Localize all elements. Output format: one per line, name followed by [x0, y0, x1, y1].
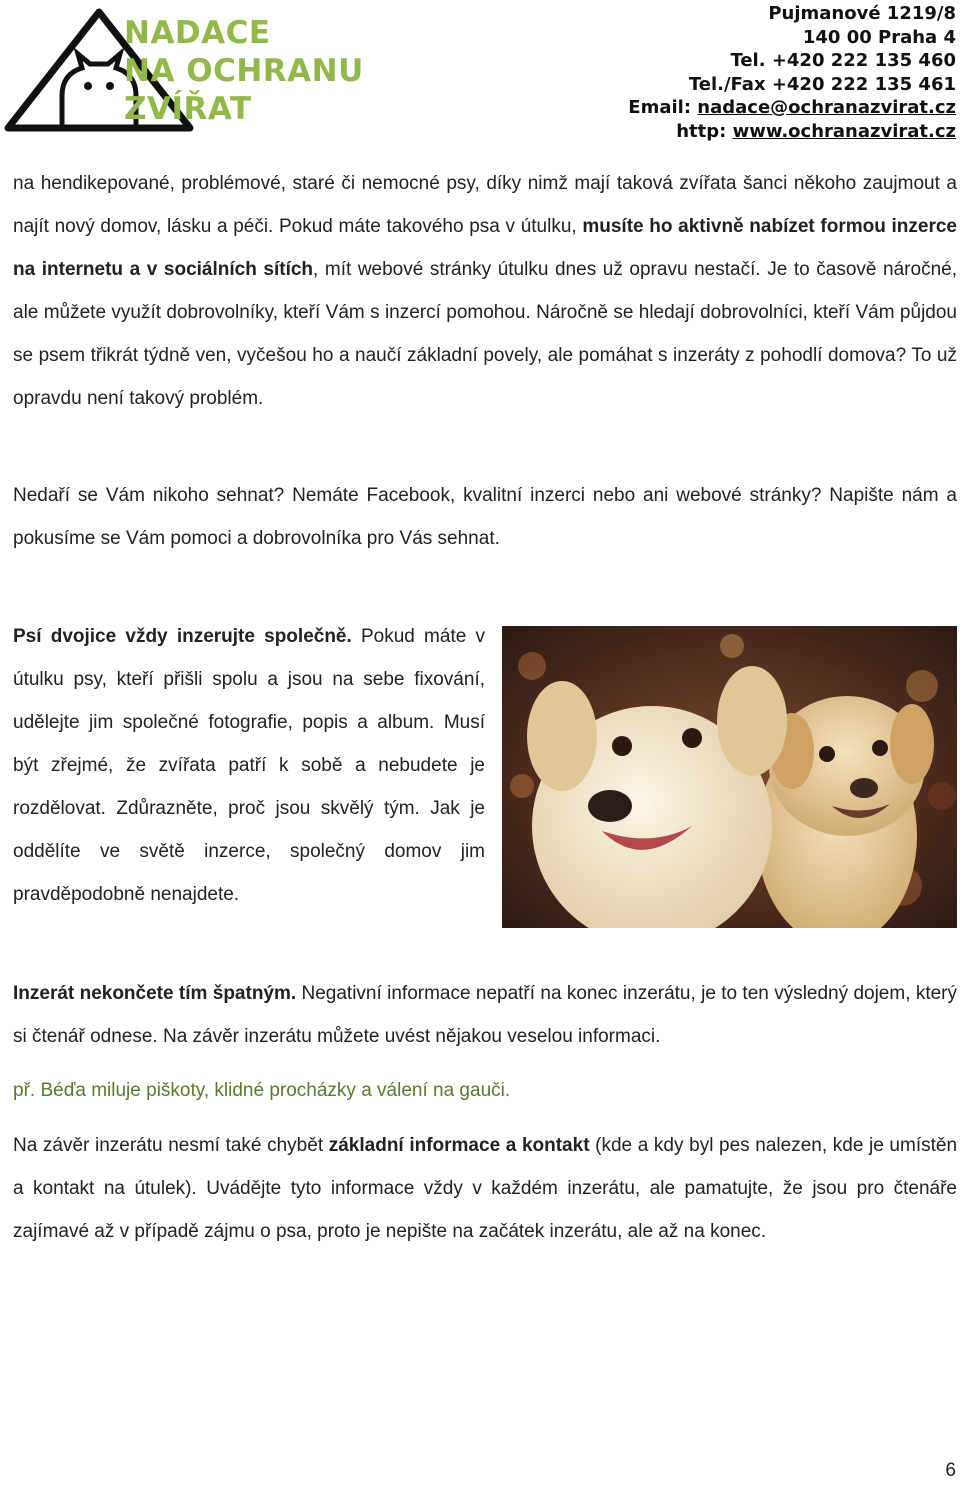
paragraph-2: Nedaří se Vám nikoho sehnat? Nemáte Facebook, kvalitní inzerci nebo ani webové stránky? Napište nám a pokusíme se Vám pomoci a dobrovolníka pro Vás sehnat.	[13, 485, 957, 549]
contact-fax: Tel./Fax +420 222 135 461	[688, 73, 956, 95]
logo-line-2: NA OCHRANU	[124, 53, 364, 89]
contact-web-link[interactable]: www.ochranazvirat.cz	[732, 120, 956, 142]
paragraph-3	[13, 615, 485, 916]
example-text: př. Béďa miluje piškoty, klidné procházky a válení na gauči.	[13, 1080, 511, 1101]
page-number: 6	[945, 1460, 956, 1481]
contact-email-row	[628, 96, 956, 120]
paragraph-1	[13, 162, 957, 420]
contact-email-label: Email:	[628, 97, 698, 118]
paragraph-6	[13, 1124, 957, 1253]
paragraph-3-text: Pokud máte v útulku psy, kteří přišli spolu a jsou na sebe fixování, udělejte jim společné fotografie, popis a album. Musí být zřejmé, že zvířata patří k sobě a nebudete je rozdělovat. Zdůrazněte, proč jsou skvělý tým. Jak je oddělíte ve světě inzerce, společný domov jim pravděpodobně nenajdete.	[13, 626, 485, 905]
logo-line-3: ZVÍŘAT	[124, 91, 252, 127]
logo-line-1: NADACE	[124, 15, 271, 51]
paragraph-6-text-a: Na závěr inzerátu nesmí také chybět	[13, 1135, 329, 1156]
contact-tel: Tel. +420 222 135 460	[730, 50, 956, 71]
contact-email-link[interactable]: nadace@ochranazvirat.cz	[697, 97, 956, 118]
paragraph-6-text-b: (kde a kdy byl pes nalezen, kde je umístěn a kontakt na útulek). Uvádějte tyto informace vždy v každém inzerátu, ale pamatujte, že jsou pro čtenáře zajímavé až v případě zájmu o psa, proto je nepište na začátek inzerátu, ale až na konec.	[13, 1135, 958, 1242]
contact-web-label: http:	[676, 120, 733, 142]
paragraph-4	[13, 972, 957, 1058]
contact-street: Pujmanové 1219/8	[768, 3, 956, 24]
two-dogs-photo	[502, 626, 957, 928]
paragraph-1-text-b: , mít webové stránky útulku dnes už opravu nestačí. Je to časově náročné, ale můžete využít dobrovolníky, kteří Vám s inzercí pomohou. Náročně se hledají dobrovolníci, kteří Vám půjdou se psem třikrát týdně ven, vyčešou ho a naučí základní povely, ale pomáhat s inzeráty z pohodlí domova? To už opravdu není takový problém.	[13, 259, 957, 409]
paragraph-3-bold: Psí dvojice vždy inzerujte společně.	[13, 626, 352, 647]
paragraph-6-bold: základní informace a kontakt	[328, 1135, 590, 1156]
paragraph-4-text: Negativní informace nepatří na konec inzerátu, je to ten výsledný dojem, který si čtenář odnese. Na závěr inzerátu můžete uvést nějakou veselou informaci.	[13, 983, 957, 1047]
contact-city: 140 00 Praha 4	[802, 26, 956, 48]
contact-block	[628, 2, 956, 143]
contact-web-row	[628, 120, 956, 144]
organization-logo	[4, 4, 376, 134]
paragraph-1-text-a: na hendikepované, problémové, staré či nemocné psy, díky nimž mají taková zvířata šanci někoho zaujmout a najít nový domov, lásku a péči. Pokud máte takového psa v útulku,	[13, 173, 957, 237]
paragraph-1-bold: musíte ho aktivně nabízet formou inzerce na internetu a v sociálních sítích	[13, 216, 957, 280]
paragraph-4-bold: Inzerát nekončete tím špatným.	[13, 983, 297, 1004]
